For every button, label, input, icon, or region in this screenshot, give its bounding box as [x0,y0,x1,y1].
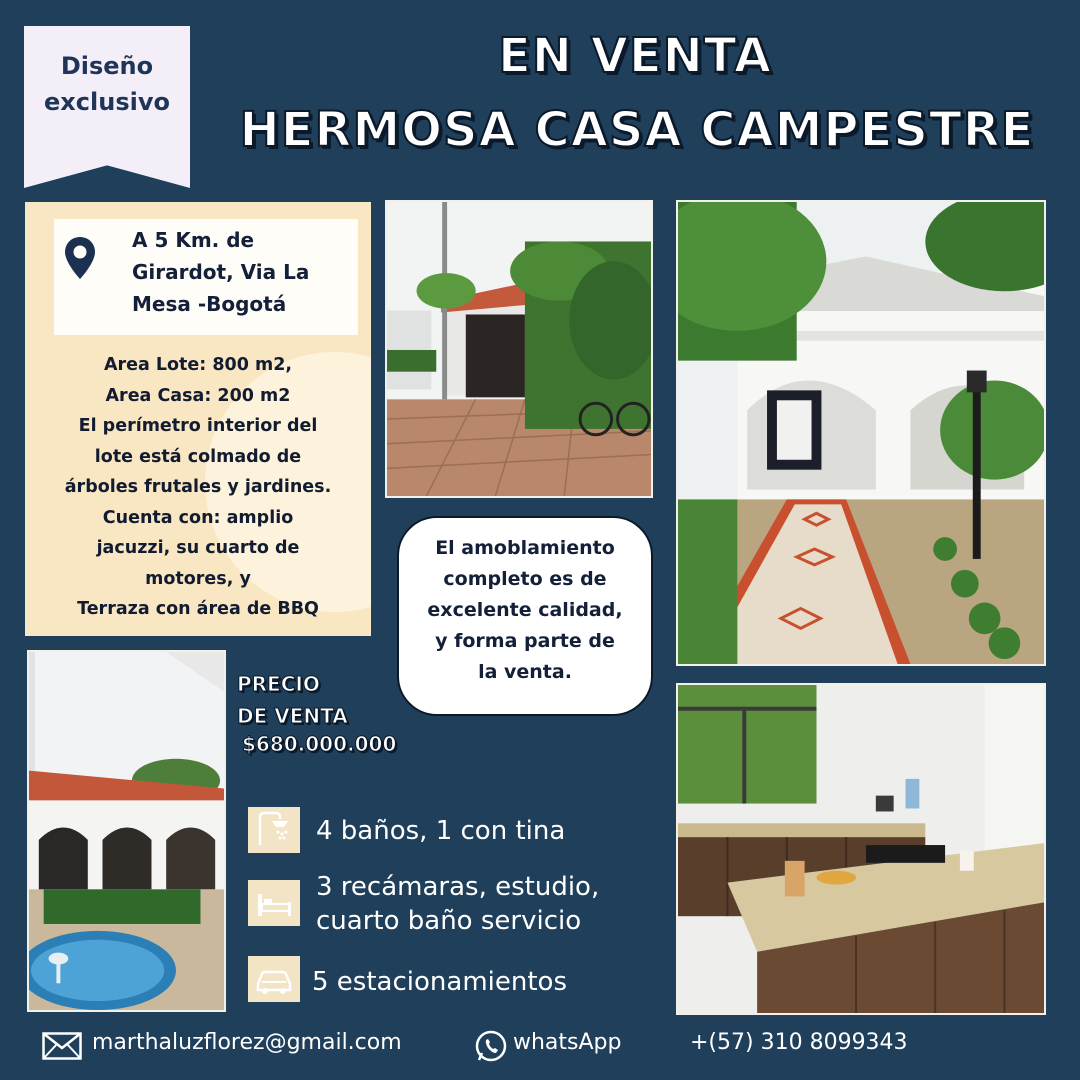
spec-line: Area Lote: 800 m2, [103,355,293,375]
location-line: Girardot, Via La [132,260,310,284]
furniture-note-line: completo es de [443,568,607,590]
feature-line: 4 baños, 1 con tina [316,816,566,846]
furniture-note-line: y forma parte de [435,630,615,652]
whatsapp-label[interactable]: whatsApp [513,1030,622,1055]
location-text [132,224,352,320]
bathrooms-feature [316,814,565,848]
headline-for-sale: EN VENTA [498,28,772,84]
spec-line: jacuzzi, su cuarto de [96,538,300,558]
badge-line-1: Diseño [60,52,154,80]
price-label [237,668,348,732]
kitchen-photo [676,683,1046,1015]
spec-line: Cuenta con: amplio [102,507,294,528]
price-label-line-1: PRECIO [237,672,320,696]
spec-line: El perímetro interior del [78,416,318,436]
location-line: Mesa -Bogotá [132,292,287,316]
headline-property: HERMOSA CASA CAMPESTRE [239,102,1035,158]
feature-line: 5 estacionamientos [312,967,567,997]
bedrooms-feature [316,870,599,938]
furniture-note [403,533,647,688]
house-front-photo [676,200,1046,666]
spec-line: árboles frutales y jardines. [64,477,332,497]
parking-feature [312,965,567,999]
contact-email[interactable]: marthaluzflorez@gmail.com [92,1030,402,1055]
feature-line: cuarto baño servicio [316,906,582,936]
shower-icon [248,807,300,853]
contact-phone[interactable]: +(57) 310 8099343 [690,1030,908,1055]
exclusive-design-badge [24,48,190,120]
map-pin-icon [64,236,96,280]
spec-line: lote está colmado de [94,446,302,467]
location-line: A 5 Km. de [132,228,255,252]
furniture-note-line: la venta. [478,661,572,683]
pool-patio-photo [27,650,226,1012]
furniture-note-line: El amoblamiento [435,537,615,559]
price-label-line-2: DE VENTA [237,704,348,728]
sale-price: $680.000.000 [242,732,397,756]
whatsapp-icon [474,1029,508,1063]
spec-line: Terraza con área de BBQ [77,599,319,619]
furniture-note-line: excelente calidad, [427,599,623,621]
car-icon [248,956,300,1002]
badge-line-2: exclusivo [44,88,170,116]
gate-photo [385,200,653,498]
spec-line: Area Casa: 200 m2 [105,385,291,406]
bed-icon [248,880,300,926]
property-specs [40,350,356,625]
feature-line: 3 recámaras, estudio, [316,872,600,902]
spec-line: motores, y [145,568,251,589]
email-icon [42,1032,82,1060]
